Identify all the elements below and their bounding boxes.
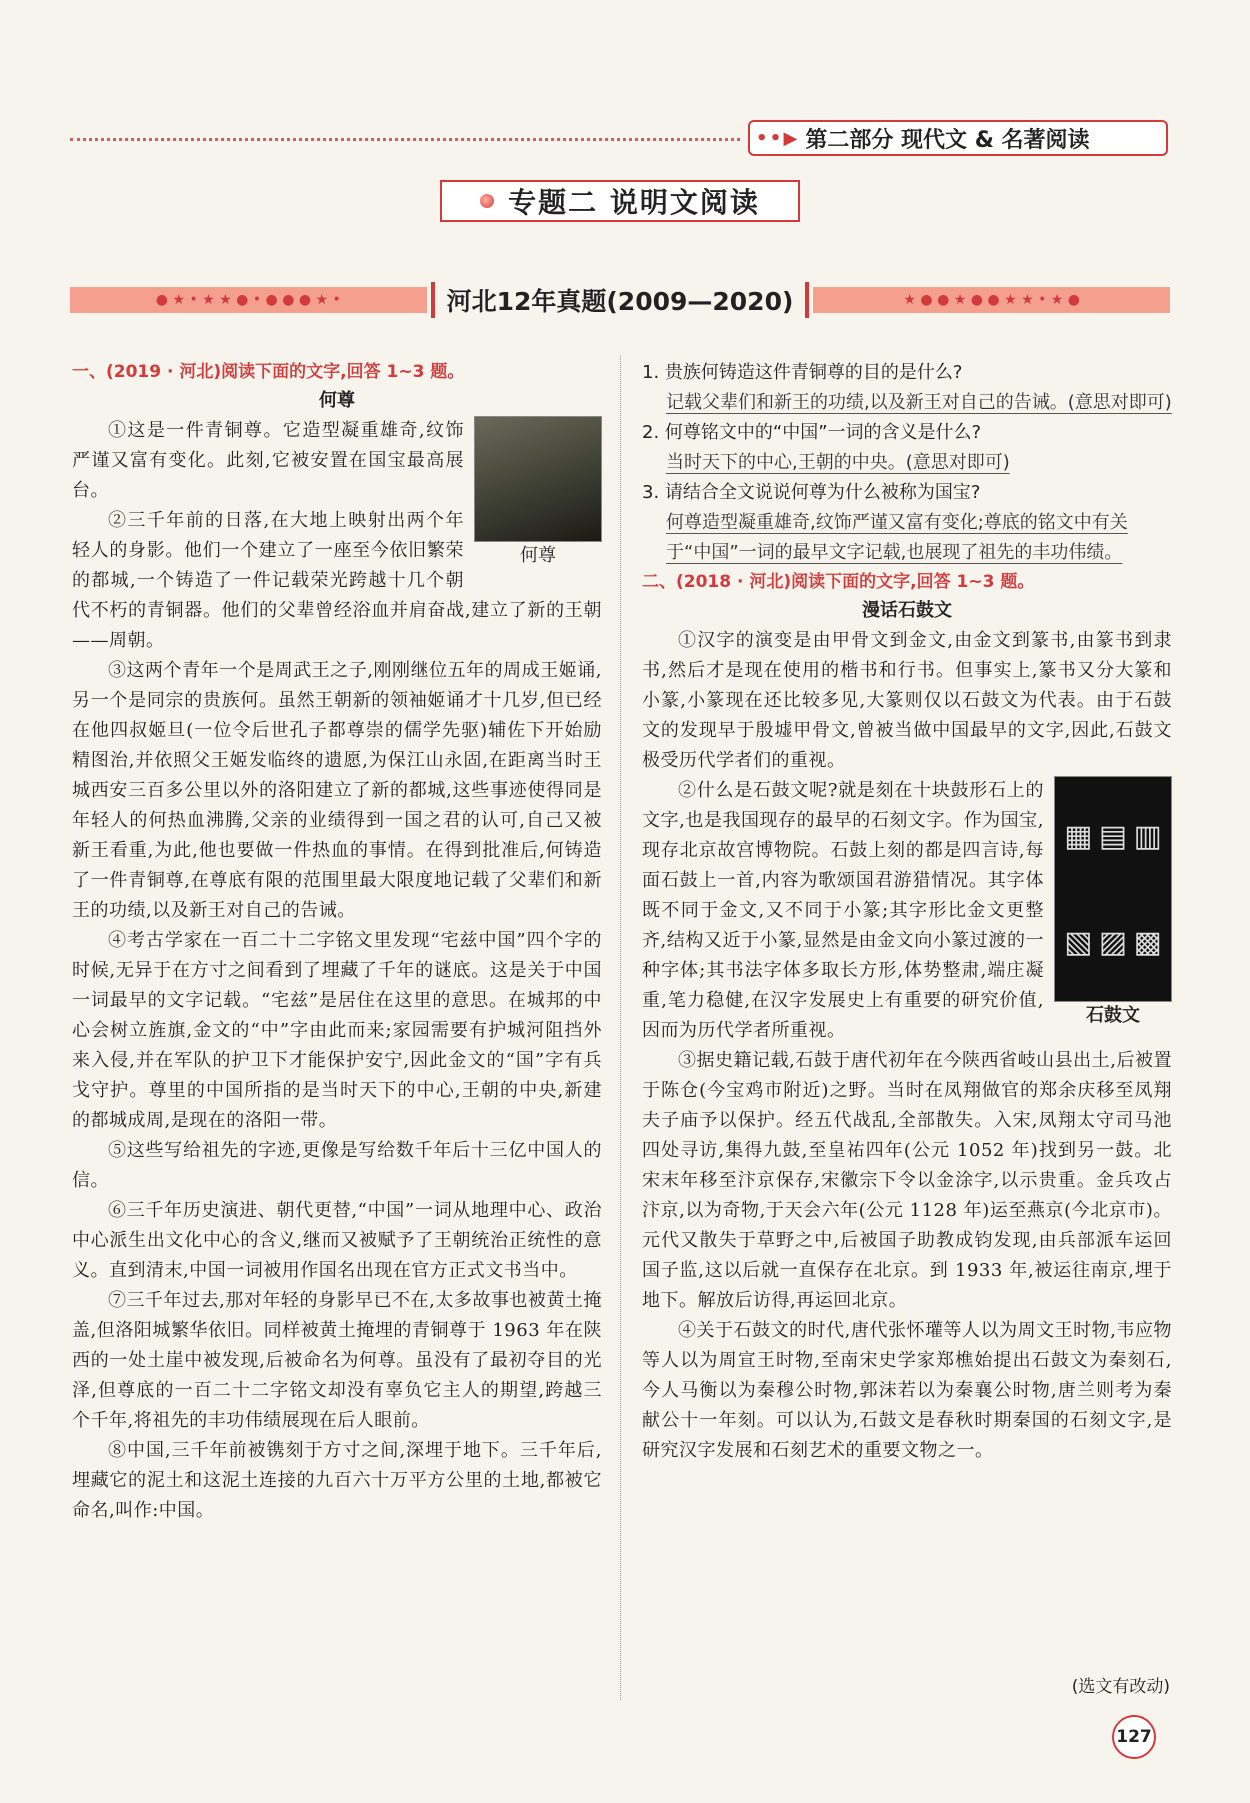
- right-column: [642, 358, 1172, 1466]
- q1-article-title: 何尊: [319, 390, 355, 411]
- left-column: [72, 358, 602, 1526]
- topic-title: 专题二 说明文阅读: [508, 186, 760, 219]
- answer: 记载父辈们和新王的功绩,以及新王对自己的告诫。(意思对即可): [666, 392, 1172, 413]
- header-dotted-rule: [70, 138, 740, 141]
- bronze-zun-image: [474, 416, 602, 542]
- question: 2. 何尊铭文中的“中国”一词的含义是什么?: [642, 422, 982, 443]
- q1-heading: 一、(2019 · 河北)阅读下面的文字,回答 1~3 题。: [72, 362, 465, 382]
- question: 3. 请结合全文说说何尊为什么被称为国宝?: [642, 482, 981, 503]
- bronze-zun-figure: [474, 416, 602, 570]
- section-banner: [70, 284, 1170, 316]
- answer: 何尊造型凝重雄奇,纹饰严谨又富有变化;尊底的铭文中有关于“中国”一词的最早文字记载,也展现了祖先的丰功伟绩。: [666, 512, 1128, 563]
- paragraph: ①汉字的演变是由甲骨文到金文,由金文到篆书,由篆书到隶书,然后才是现在使用的楷书和行书。但事实上,篆书又分大篆和小篆,小篆现在还比较多见,大篆则仅以石鼓文为代表。由于石鼓文的发现早于殷墟甲骨文,曾被当做中国最早的文字,因此,石鼓文极受历代学者们的重视。: [642, 630, 1172, 771]
- q2-article-title: 漫话石鼓文: [862, 600, 952, 621]
- banner-title: 河北12年真题(2009—2020): [431, 282, 810, 318]
- arrow-icon: • • ▶: [756, 127, 796, 149]
- paragraph: ⑤这些写给祖先的字迹,更像是写给数千年后十三亿中国人的信。: [72, 1140, 602, 1191]
- question-block: [642, 358, 1172, 568]
- paragraph: ⑥三千年历史演进、朝代更替,“中国”一词从地理中心、政治中心派生出文化中心的含义,继而又被赋予了王朝统治正统性的意义。直到清末,中国一词被用作国名出现在官方正式文书当中。: [72, 1200, 602, 1281]
- figure-caption: 石鼓文: [1086, 1005, 1140, 1026]
- question: 1. 贵族何铸造这件青铜尊的目的是什么?: [642, 362, 963, 383]
- paragraph: ③据史籍记载,石鼓于唐代初年在今陕西省岐山县出土,后被置于陈仓(今宝鸡市附近)之野。当时在凤翔做官的郑余庆移至凤翔夫子庙予以保护。经五代战乱,全部散失。入宋,凤翔太守司马池四处寻访,集得九鼓,至皇祐四年(公元 1052 年)找到另一鼓。北宋末年移至汴京保存,宋徽宗下令以金涂字,以示贵重。金兵攻占汴京,以为奇物,于天会六年(公元 1128 年)运至燕京(今北京市)。元代又散失于草野之中,后被国子助教成钧发现,由兵部派车运回国子监,这以后就一直保存在北京。到 1933 年,被运往南京,埋于地下。解放后访得,再运回北京。: [642, 1050, 1172, 1311]
- figure-caption: 何尊: [520, 545, 556, 566]
- paragraph: ④关于石鼓文的时代,唐代张怀瓘等人以为周文王时物,韦应物等人以为周宣王时物,至南宋史学家郑樵始提出石鼓文为秦刻石,今人马衡以为秦穆公时物,郭沫若以为秦襄公时物,唐兰则考为秦献公十一年刻。可以认为,石鼓文是春秋时期秦国的石刻文字,是研究汉字发展和石刻艺术的重要文物之一。: [642, 1320, 1172, 1461]
- star-dot-decoration-left: ● ★ • ★ ★ ● • ● ● ● ★ •: [70, 287, 427, 313]
- q2-heading: 二、(2018 · 河北)阅读下面的文字,回答 1~3 题。: [642, 572, 1035, 592]
- section-tag: [748, 120, 1168, 156]
- section-tag-label: 第二部分 现代文 & 名著阅读: [805, 127, 1090, 153]
- paragraph: ③这两个青年一个是周武王之子,刚刚继位五年的周成王姬诵,另一个是同宗的贵族何。虽然王朝新的领袖姬诵才十几岁,但已经在他四叔姬旦(一位令后世孔子都尊崇的儒学先驱)辅佐下开始励精图治,并依照父王姬发临终的遗愿,为保江山永固,在距离当时王城西安三百多公里以外的洛阳建立了新的都城,这些事迹使得同是年轻人的何热血沸腾,父亲的业绩得到一国之君的认可,自己又被新王看重,为此,他也要做一件热血的事情。在得到批准后,何铸造了一件青铜尊,在尊底有限的范围里最大限度地记载了父辈们和新王的功绩,以及新王对自己的告诫。: [72, 660, 602, 921]
- bullet-icon: [480, 194, 494, 208]
- stone-drum-figure: [1054, 776, 1172, 1030]
- paragraph: ②三千年前的日落,在大地上映射出两个年轻人的身影。他们一个建立了一座至今依旧繁荣的都城,一个铸造了一件记载荣光跨越十几个朝代不朽的青铜器。他们的父辈曾经浴血并肩奋战,建立了新的王朝——周朝。: [72, 510, 602, 651]
- column-divider: [620, 355, 621, 1700]
- paragraph: ①这是一件青铜尊。它造型凝重雄奇,纹饰严谨又富有变化。此刻,它被安置在国宝最高展台。: [72, 420, 464, 501]
- paragraph: ④考古学家在一百二十二字铭文里发现“宅兹中国”四个字的时候,无异于在方寸之间看到了埋藏了千年的谜底。这是关于中国一词最早的文字记载。“宅兹”是居住在这里的意思。在城邦的中心会树立旌旗,金文的“中”字由此而来;家园需要有护城河阻挡外来入侵,并在军队的护卫下才能保护安宁,因此金文的“国”字有兵戈守护。尊里的中国所指的是当时天下的中心,王朝的中央,新建的都城成周,是现在的洛阳一带。: [72, 930, 602, 1131]
- source-credit: (选文有改动): [1071, 1677, 1170, 1697]
- stone-drum-rubbing-image: ▦ ▤ ▥ ▧ ▨ ▩: [1054, 776, 1172, 1002]
- page-number: 127: [1112, 1715, 1156, 1759]
- star-dot-decoration-right: ★ ● ● ★ ● ● ★ ★ • ★ ●: [813, 287, 1170, 313]
- topic-title-box: [440, 180, 800, 222]
- paragraph: ⑦三千年过去,那对年轻的身影早已不在,太多故事也被黄土掩盖,但洛阳城繁华依旧。同样被黄土掩埋的青铜尊于 1963 年在陕西的一处土崖中被发现,后被命名为何尊。虽没有了最初夺目的光泽,但尊底的一百二十二字铭文却没有辜负它主人的期望,跨越三个千年,将祖先的丰功伟绩展现在后人眼前。: [72, 1290, 602, 1431]
- paragraph: ②什么是石鼓文呢?就是刻在十块鼓形石上的文字,也是我国现存的最早的石刻文字。作为国宝,现存北京故宫博物院。石鼓上刻的都是四言诗,每面石鼓上一首,内容为歌颂国君游猎情况。其字体既不同于金文,又不同于小篆;其字形比金文更整齐,结构又近于小篆,显然是由金文向小篆过渡的一种字体;其书法字体多取长方形,体势整肃,端庄凝重,笔力稳健,在汉字发展史上有重要的研究价值,因而为历代学者所重视。: [642, 780, 1044, 1041]
- answer: 当时天下的中心,王朝的中央。(意思对即可): [666, 452, 1010, 473]
- paragraph: ⑧中国,三千年前被镌刻于方寸之间,深埋于地下。三千年后,埋藏它的泥土和这泥土连接的九百六十万平方公里的土地,都被它命名,叫作:中国。: [72, 1440, 602, 1521]
